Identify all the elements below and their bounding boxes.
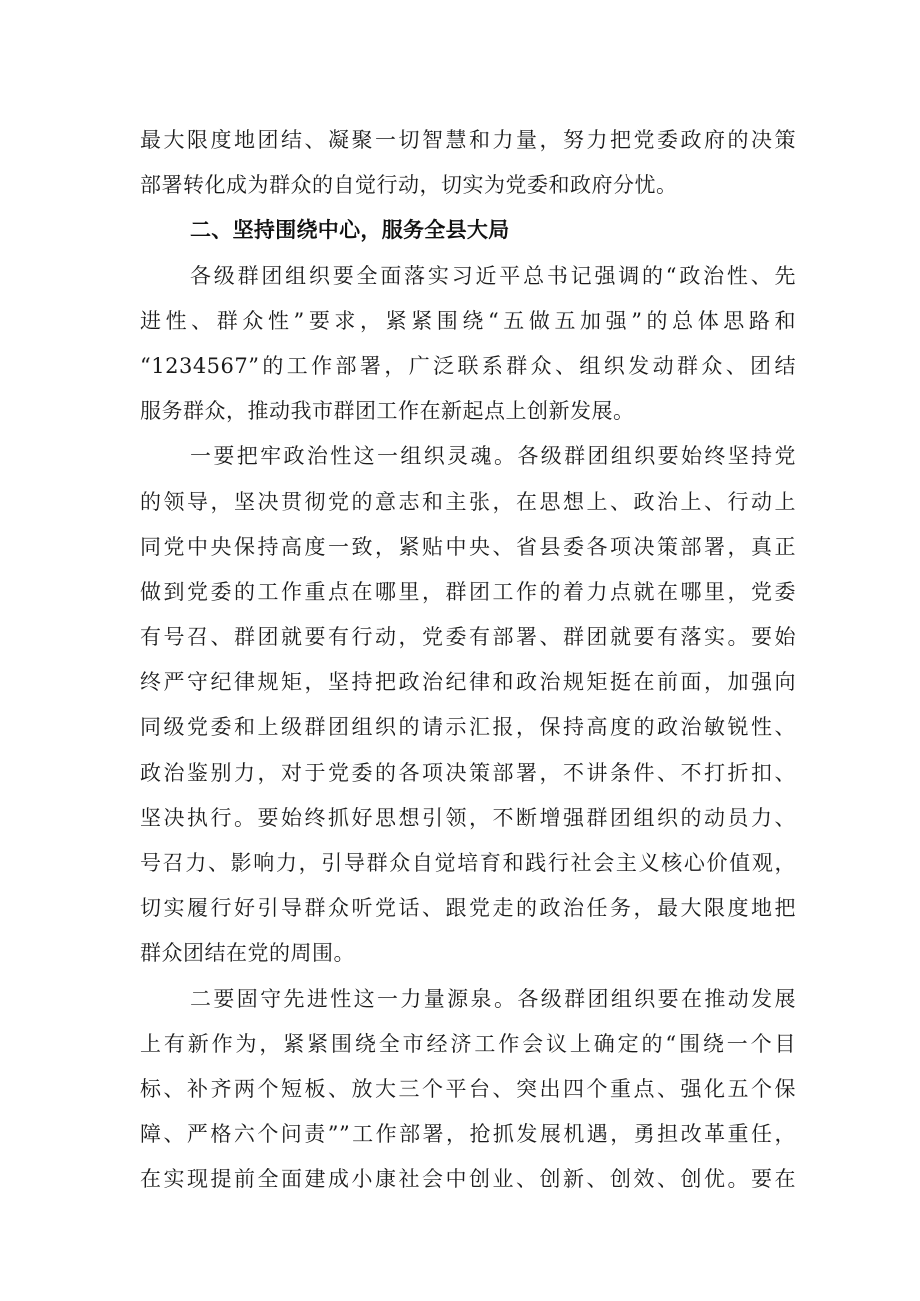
text-line: 各级群团组织要全面落实习近平总书记强调的“政治性、先 [190,263,796,288]
text-line: 有号召、群团就要有行动，党委有部署、群团就要有落实。要始 [140,625,796,650]
section-heading: 二、坚持围绕中心，服务全县大局 [190,218,510,243]
text-line: 服务群众，推动我市群团工作在新起点上创新发展。 [140,399,635,424]
text-line: 群众团结在党的周围。 [140,941,355,966]
paragraph-continued [140,118,796,208]
text-line: 最大限度地团结、凝聚一切智慧和力量，努力把党委政府的决策 [140,128,796,152]
paragraph-political [140,434,796,976]
text-line: 障、严格六个问责””工作部署，抢抓发展机遇，勇担改革重任， [140,1122,796,1147]
text-line: 同党中央保持高度一致，紧贴中央、省县委各项决策部署，真正 [140,534,796,559]
text-line: 同级党委和上级群团组织的请示汇报，保持高度的政治敏锐性、 [140,715,796,740]
text-line: “1234567”的工作部署，广泛联系群众、组织发动群众、团结 [140,353,796,378]
text-line: 终严守纪律规矩，坚持把政治纪律和政治规矩挺在前面，加强向 [140,670,796,695]
text-line: 一要把牢政治性这一组织灵魂。各级群团组织要始终坚持党 [190,444,796,469]
paragraph-advanced [140,977,796,1203]
paragraph-intro [140,254,796,435]
text-line: 在实现提前全面建成小康社会中创业、创新、创效、创优。要在 [140,1167,796,1192]
text-line: 进性、群众性”要求，紧紧围绕“五做五加强”的总体思路和 [140,308,796,333]
document-body [140,118,796,1203]
text-line: 上有新作为，紧紧围绕全市经济工作会议上确定的“围绕一个目 [140,1031,796,1056]
text-line: 标、补齐两个短板、放大三个平台、突出四个重点、强化五个保 [140,1076,796,1101]
text-line: 部署转化成为群众的自觉行动，切实为党委和政府分忧。 [140,173,678,198]
text-line: 切实履行好引导群众听党话、跟党走的政治任务，最大限度地把 [140,896,796,921]
text-line: 坚决执行。要始终抓好思想引领，不断增强群团组织的动员力、 [140,805,796,830]
text-line: 的领导，坚决贯彻党的意志和主张，在思想上、政治上、行动上 [140,489,796,514]
text-line: 二要固守先进性这一力量源泉。各级群团组织要在推动发展 [190,986,796,1011]
text-line: 号召力、影响力，引导群众自觉培育和践行社会主义核心价值观， [140,851,796,875]
text-line: 政治鉴别力，对于党委的各项决策部署，不讲条件、不打折扣、 [140,760,796,785]
text-line: 做到党委的工作重点在哪里，群团工作的着力点就在哪里，党委 [140,579,796,604]
